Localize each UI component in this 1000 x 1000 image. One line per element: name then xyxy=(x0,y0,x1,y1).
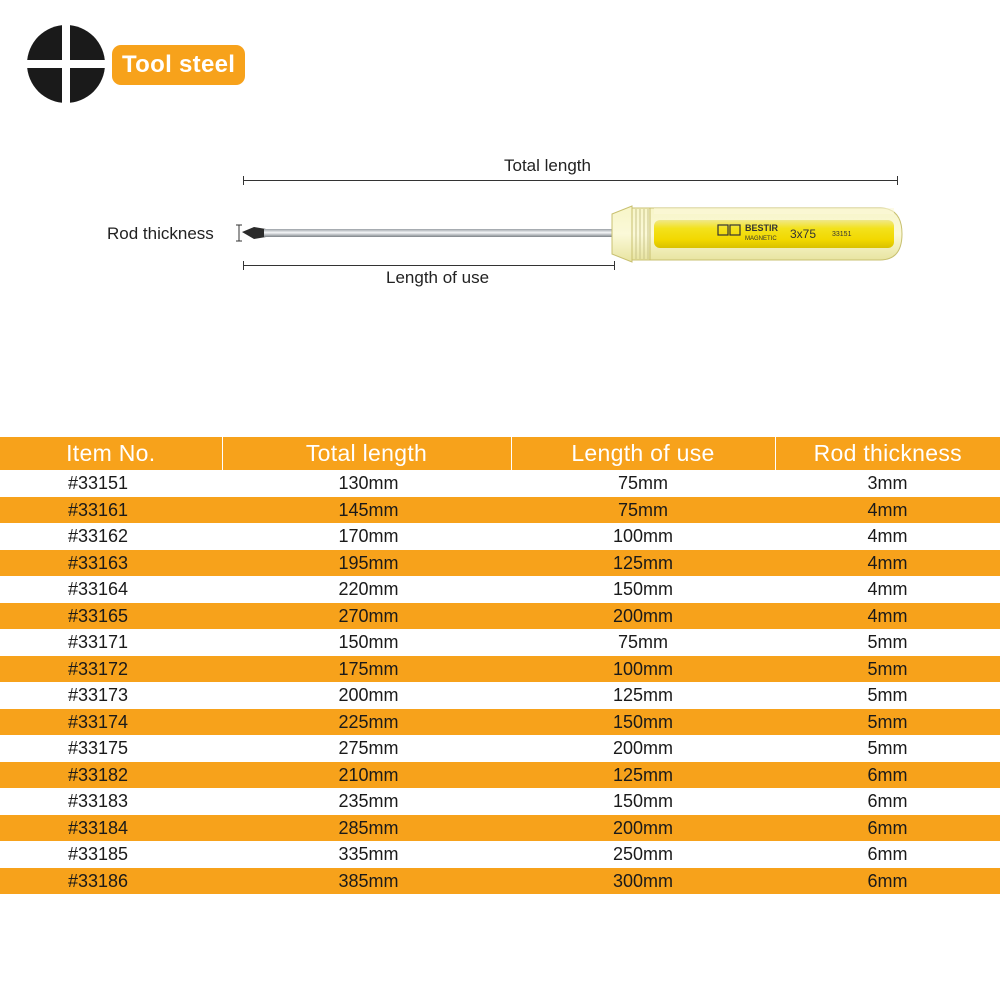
table-row xyxy=(0,735,1000,762)
total-length-cell: 210mm xyxy=(222,762,511,789)
item-no-cell: #33164 xyxy=(68,579,129,600)
item-no-cell: #33162 xyxy=(68,526,129,547)
total-length-tick-right xyxy=(897,176,898,185)
phillips-cross-icon xyxy=(26,24,106,104)
rod-thickness-cell: 4mm xyxy=(775,550,1000,577)
table-row xyxy=(0,868,1000,895)
length-of-use-cell: 300mm xyxy=(511,868,775,895)
rod-thickness-cell: 5mm xyxy=(867,685,908,706)
screwdriver-diagram xyxy=(0,140,1000,310)
item-no-cell: #33182 xyxy=(0,762,222,789)
rod-thickness-cell: 4mm xyxy=(867,579,908,600)
table-row xyxy=(0,841,1000,868)
total-length-cell: 130mm xyxy=(338,473,399,494)
length-of-use-tick-left xyxy=(243,261,244,270)
rod-thickness-cell: 6mm xyxy=(775,868,1000,895)
table-row xyxy=(0,523,1000,550)
total-length-cell: 225mm xyxy=(222,709,511,736)
length-of-use-cell: 125mm xyxy=(511,550,775,577)
item-no-cell: #33173 xyxy=(68,685,129,706)
rod-thickness-cell: 4mm xyxy=(775,603,1000,630)
total-length-cell: 170mm xyxy=(338,526,399,547)
item-no-cell: #33163 xyxy=(0,550,222,577)
item-no-cell: #33171 xyxy=(68,632,129,653)
length-of-use-cell: 200mm xyxy=(511,815,775,842)
length-of-use-cell: 250mm xyxy=(612,844,674,865)
length-of-use-cell: 200mm xyxy=(612,738,674,759)
item-no-cell: #33185 xyxy=(68,844,129,865)
length-of-use-line xyxy=(243,265,615,266)
rod-thickness-cell: 5mm xyxy=(867,738,908,759)
length-of-use-tick-right xyxy=(614,261,615,270)
total-length-cell: 385mm xyxy=(222,868,511,895)
item-no-cell: #33174 xyxy=(0,709,222,736)
total-length-cell: 335mm xyxy=(338,844,399,865)
length-of-use-cell: 200mm xyxy=(511,603,775,630)
table-row xyxy=(0,682,1000,709)
rod-thickness-cell: 6mm xyxy=(867,844,908,865)
length-of-use-cell: 150mm xyxy=(511,709,775,736)
rod-thickness-cell: 5mm xyxy=(775,709,1000,736)
total-length-cell: 220mm xyxy=(338,579,399,600)
item-no-cell: #33172 xyxy=(0,656,222,683)
total-length-cell: 270mm xyxy=(222,603,511,630)
item-no-cell: #33175 xyxy=(68,738,129,759)
rod-thickness-cell: 6mm xyxy=(867,791,908,812)
header-length-of-use: Length of use xyxy=(511,437,775,470)
rod-thickness-cell: 4mm xyxy=(775,497,1000,524)
total-length-cell: 200mm xyxy=(338,685,399,706)
screwdriver-image xyxy=(240,194,910,274)
rod-thickness-cell: 5mm xyxy=(775,656,1000,683)
length-of-use-cell: 125mm xyxy=(612,685,674,706)
rod-thickness-cell: 6mm xyxy=(775,762,1000,789)
table-row xyxy=(0,762,1000,789)
table-row xyxy=(0,815,1000,842)
item-no-cell: #33183 xyxy=(68,791,129,812)
length-of-use-cell: 75mm xyxy=(617,632,668,653)
table-row xyxy=(0,709,1000,736)
total-length-line xyxy=(243,180,898,181)
length-of-use-cell: 150mm xyxy=(612,791,674,812)
rod-thickness-cell: 4mm xyxy=(867,526,908,547)
length-of-use-cell: 100mm xyxy=(612,526,674,547)
rod-thickness-cell: 3mm xyxy=(867,473,908,494)
table-row xyxy=(0,603,1000,630)
total-length-label: Total length xyxy=(504,156,591,175)
length-of-use-cell: 100mm xyxy=(511,656,775,683)
rod-thickness-cell: 5mm xyxy=(867,632,908,653)
total-length-cell: 175mm xyxy=(222,656,511,683)
total-length-cell: 285mm xyxy=(222,815,511,842)
table-row xyxy=(0,470,1000,497)
handle-code: 33151 xyxy=(832,231,852,238)
item-no-cell: #33184 xyxy=(0,815,222,842)
rod-thickness-cell: 6mm xyxy=(775,815,1000,842)
handle-size: 3x75 xyxy=(790,227,817,241)
table-row xyxy=(0,629,1000,656)
length-of-use-cell: 75mm xyxy=(617,473,668,494)
handle-brand: BESTIR xyxy=(745,223,779,233)
spec-table xyxy=(0,437,1000,894)
table-row xyxy=(0,656,1000,683)
item-no-cell: #33161 xyxy=(0,497,222,524)
header-total-length: Total length xyxy=(222,437,511,470)
total-length-tick-left xyxy=(243,176,244,185)
length-of-use-label: Length of use xyxy=(386,268,490,287)
length-of-use-cell: 125mm xyxy=(511,762,775,789)
table-row xyxy=(0,788,1000,815)
item-no-cell: #33151 xyxy=(68,473,129,494)
item-no-cell: #33186 xyxy=(0,868,222,895)
table-row xyxy=(0,576,1000,603)
total-length-cell: 145mm xyxy=(222,497,511,524)
total-length-cell: 235mm xyxy=(338,791,399,812)
table-header-row xyxy=(0,437,1000,470)
total-length-cell: 275mm xyxy=(338,738,399,759)
length-of-use-cell: 75mm xyxy=(511,497,775,524)
tool-steel-badge: Tool steel xyxy=(112,45,245,85)
handle-sub: MAGNETIC xyxy=(745,236,777,242)
header-rod-thickness: Rod thickness xyxy=(775,437,1000,470)
header-item-no: Item No. xyxy=(0,437,222,470)
total-length-cell: 150mm xyxy=(338,632,399,653)
length-of-use-cell: 150mm xyxy=(612,579,674,600)
rod-thickness-label: Rod thickness xyxy=(107,224,214,243)
total-length-cell: 195mm xyxy=(222,550,511,577)
table-row xyxy=(0,497,1000,524)
item-no-cell: #33165 xyxy=(0,603,222,630)
table-row xyxy=(0,550,1000,577)
